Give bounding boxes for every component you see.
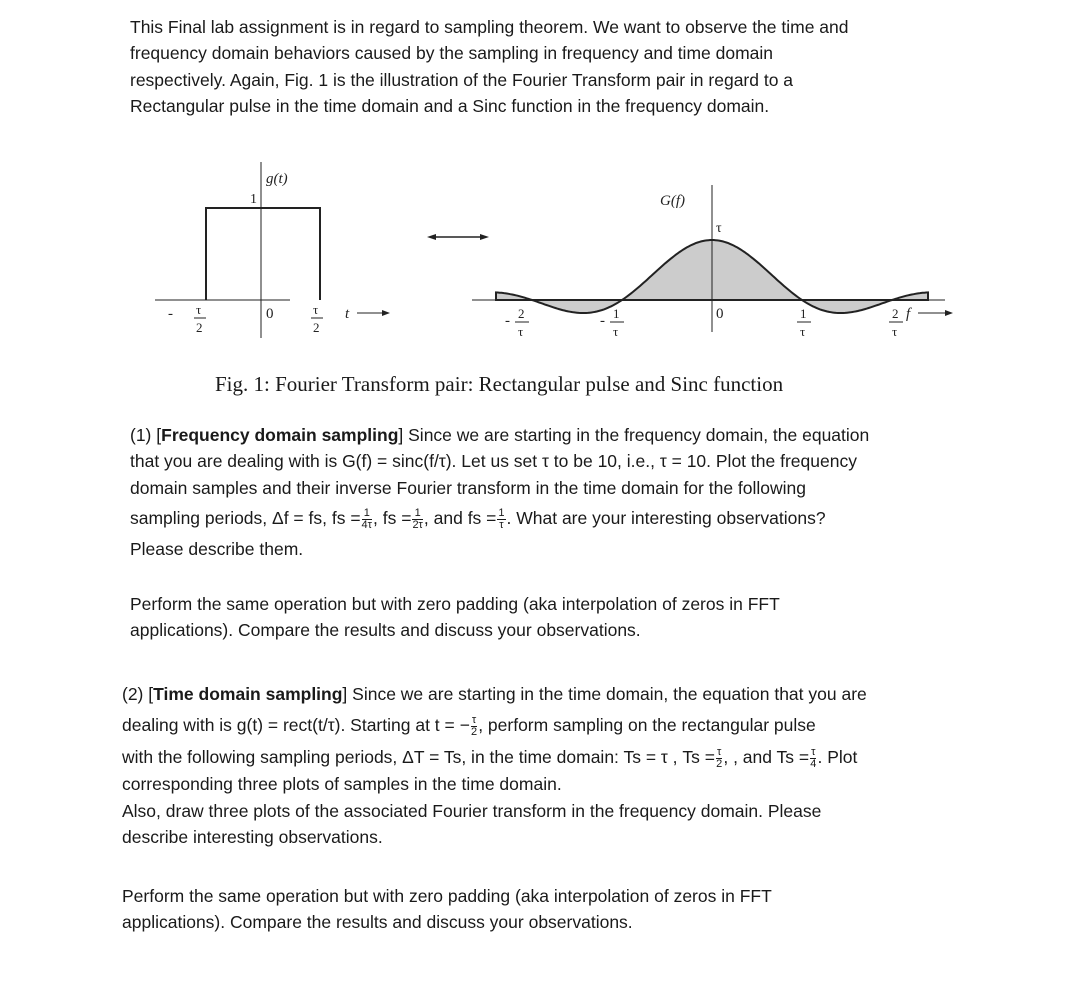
t-axis-label: t [345, 306, 350, 322]
text: sampling periods, Δf = fs, fs = [130, 507, 361, 528]
tick-denominator: τ [518, 324, 524, 339]
tick-denominator: τ [892, 324, 898, 339]
tick-numerator: 1 [613, 306, 620, 321]
zero-label: 0 [266, 306, 274, 322]
tau-peak-label: τ [716, 221, 722, 236]
figure-caption: Fig. 1: Fourier Transform pair: Rectangular pulse and Sinc function [215, 372, 784, 396]
arrow-icon [357, 310, 390, 316]
two-den: 2 [313, 320, 320, 335]
tick-numerator: 2 [518, 306, 525, 321]
text: ] Since we are starting in the frequency domain, the equation [398, 425, 870, 445]
question-2 [122, 681, 867, 850]
minus-sign: - [168, 306, 173, 322]
text: Also, draw three plots of the associated Fourier transform in the frequency domain. Please [122, 800, 822, 821]
text: , and fs = [423, 507, 497, 528]
arrow-icon [918, 310, 953, 316]
minus-sign: - [600, 313, 605, 329]
zero-label: 0 [716, 306, 724, 322]
text: corresponding three plots of samples in the time domain. [122, 774, 562, 795]
text: (2) [ [122, 684, 154, 704]
text: , perform sampling on the rectangular pulse [478, 715, 816, 736]
g-label: g(t) [266, 171, 288, 187]
intro-paragraph [130, 14, 849, 119]
intro-line: frequency domain behaviors caused by the sampling in frequency and time domain [130, 43, 774, 64]
fraction: $\frac{1}{4\tau}$ [361, 506, 373, 531]
intro-line: respectively. Again, Fig. 1 is the illustration of the Fourier Transform pair in regard to a [130, 69, 794, 90]
tau-num: τ [313, 302, 319, 317]
text: describe interesting observations. [122, 826, 383, 847]
tau-num: τ [196, 302, 202, 317]
fraction: $\frac{\tau}{4}$ [810, 746, 817, 771]
text: Perform the same operation but with zero padding (aka interpolation of zeros in FFT [130, 594, 780, 614]
question-2-title: Time domain sampling [153, 684, 343, 704]
double-arrow-icon [427, 234, 489, 240]
question-1-title: Frequency domain sampling [161, 425, 399, 445]
f-axis-label: f [906, 306, 911, 322]
tick-denominator: τ [613, 324, 619, 339]
text: . Plot [817, 747, 858, 768]
tick-numerator: 2 [892, 306, 899, 321]
text: Perform the same operation but with zero padding (aka interpolation of zeros in FFT [122, 886, 772, 906]
text: Please describe them. [130, 538, 304, 559]
question-2-zero-padding [122, 883, 772, 936]
text: applications). Compare the results and discuss your observations. [130, 620, 641, 641]
one-label: 1 [250, 192, 257, 207]
fourier-pair-figure [0, 150, 1082, 350]
text: , fs = [373, 507, 412, 528]
intro-line: This Final lab assignment is in regard to sampling theorem. We want to observe the time and [130, 17, 849, 37]
text: . What are your interesting observations? [506, 507, 826, 528]
tick-denominator: τ [800, 324, 806, 339]
intro-line: Rectangular pulse in the time domain and a Sinc function in the frequency domain. [130, 95, 770, 116]
fraction: $\frac{1}{\tau}$ [498, 506, 505, 531]
text: dealing with is g(t) = rect(t/τ). Starting at t = − [122, 715, 470, 736]
fraction: $\frac{\tau}{2}$ [716, 746, 723, 771]
question-1-zero-padding [130, 591, 780, 644]
rect-pulse-plot [155, 162, 320, 338]
text: (1) [ [130, 425, 162, 445]
text: with the following sampling periods, ΔT = Ts, in the time domain: Ts = τ , Ts = [122, 747, 715, 768]
text: ] Since we are starting in the time domain, the equation that you are [342, 684, 867, 704]
text: applications). Compare the results and discuss your observations. [122, 912, 633, 933]
text: , , and Ts = [723, 747, 810, 768]
text: that you are dealing with is G(f) = sinc(f/τ). Let us set τ to be 10, i.e., τ = 10. Plot the frequency [130, 451, 857, 472]
two-den: 2 [196, 320, 203, 335]
text: domain samples and their inverse Fourier transform in the time domain for the following [130, 477, 807, 498]
minus-sign: - [505, 313, 510, 329]
question-1 [130, 422, 869, 562]
G-label: G(f) [660, 193, 685, 209]
fraction: $\frac{\tau}{2}$ [470, 714, 478, 739]
fraction: $\frac{1}{2\tau}$ [412, 506, 423, 531]
tick-numerator: 1 [800, 306, 807, 321]
